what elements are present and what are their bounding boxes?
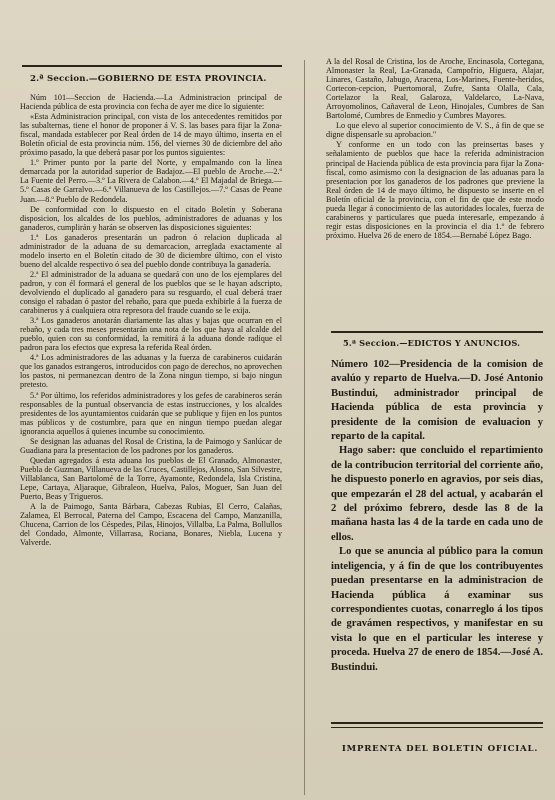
paragraph: De conformidad con lo dispuesto en el citado Boletín y Soberana disposicion, los alcaldes de los pueblos, administradores de aduanas y los ganaderos, cumplirán y harán se observen las disposiciones siguientes: (20, 204, 282, 232)
section-title-gobierno: 2.ª Seccion.—GOBIERNO DE ESTA PROVINCIA. (30, 74, 267, 84)
printer-imprint: IMPRENTA DEL BOLETIN OFICIAL. (341, 744, 539, 754)
footer-rule-1 (331, 722, 543, 724)
notice-body (331, 358, 543, 675)
paragraph: Se designan las aduanas del Rosal de Cristina, la de Paimogo y Sanlúcar de Guadiana para la presentacion de los padrones por los ganaderos. (20, 436, 282, 455)
paragraph: 5.ª Por último, los referidos administradores y los gefes de carabineros serán responsables de la puntual observancia de estas instrucciones, y los alcaldes presidentes de los ayuntamientos cuidarán que se publique y fijen en los puntos mas públicos y de costumbre, para que en ningun tiempo puedan alegar ignorancia aquellos á quienes incumbe su conocimiento. (20, 390, 282, 436)
section-rule-top (331, 331, 543, 333)
header-rule-left (22, 65, 282, 67)
paragraph: A la del Rosal de Cristina, los de Aroche, Encinasola, Cortegana, Almonaster la Real, La-Granada, Campofrío, Higuera, Alajar, Linares, Castaño, Jabugo, Aracena, Los-Marines, Fuente-heridos, Cortecon-cepcion, Puertomoral, Zufre, Santa Olalla, Cala, Cortelazor la Real, Galaroza, Valdelarco, La-Nava, Arroyomolinos, Cañaveral de Leon, Hinojales, Cumbres de San Bartolomé, Cumbres de Enmedio y Cumbres Mayores. (326, 57, 544, 121)
paragraph: Y conforme en un todo con las preinsertas bases y señalamiento de pueblos que hace la referida administracion principal de Hacienda pública de esta provincia para fijar la Zona-fiscal, como asimismo con la designacion de las aduanas para la presentacion por los ganaderos de los padrones que previene la Real órden de 14 de mayo último, he dispuesto se inserte en el Boletín oficial de la provincia, con el fin de que de este modo pueda llegar á conocimiento de las autoridades locales, fuerza de carabineros y particulares que pueda interesarle, empezando á regir estas disposiciones en la provincia el dia 1.º de febrero próximo. Huelva 26 de enero de 1854.—Bernabé López Bago. (326, 140, 544, 240)
paragraph: Núm 101—Seccion de Hacienda.—La Administracion principal de Hacienda pública de esta provincia con fecha de ayer me dice lo siguiente: (20, 93, 282, 112)
paragraph: Quedan agregados á esta aduana los pueblos de El Granado, Almonaster, Puebla de Guzman, Villanueva de las Cruces, Castillejos, Alosno, San Silvestre, Villablanca, San Bartolomé de la Torre, Ayamonte, Redondela, Isla Cristina, Lepe, Cartaya, Aljaraque, Gibraleon, Huelva, Palos, Moguer, San Juan del Puerto, Beas y Trigueros. (20, 455, 282, 502)
notice-paragraph: Número 102—Presidencia de la comision de avalúo y reparto de Huelva.—D. José Antonio Bustindui, administrador principal de Hacienda pública de esta provincia y presidente de la comision de evaluacion y reparto de la capital. (331, 359, 543, 443)
column-separator (304, 60, 305, 795)
notice-paragraph: Hago saber: que concluido el repartimiento de la contribucion territorial del corriente año, he dispuesto ponerlo en agravios, por seis dias, que empezarán el 28 del actual, y acabarán el 2 del próximo febrero, desde las 8 de la mañana hasta las 4 de la tarde en cada uno de ellos. (331, 445, 543, 543)
paragraph: 3.ª Los ganaderos anotarán diariamente las altas y bajas que ocurran en el rebaño, y cada tres meses presentarán una nota de los que haya al alcalde del pueblo, quien con su conformidad, la remitirá á la aduana donde radique el padron para los efectos que expresa la referida Real órden. (20, 316, 282, 353)
paragraph: 1.ª Los ganaderos presentarán un padron ó relacion duplicada al administrador de la aduana de su demarcacion, arreglada exactamente al modelo inserto en el Boletín citado de 30 de diciembre último, con el visto bueno del alcalde respectivo ó sea del pueblo donde contribuya la ganadería. (20, 232, 282, 269)
paragraph: Lo que elevo al superior conocimiento de V. S., á fin de que se digne dispensarle su aprobacion." (326, 121, 544, 140)
notice-paragraph: Lo que se anuncia al público para la comun inteligencia, y á fin de que los contribuyentes puedan presentarse en la administracion de Hacienda pública á examinar sus correspondientes cuotas, conarreglo á los tipos de gravámen respectivos, y manifestar en su vista lo que en el particular les interese y proceda. Huelva 27 de enero de 1854.—José A. Bustindui. (331, 546, 543, 673)
section-title-edictos: 5.ª Seccion.—EDICTOS Y ANUNCIOS. (343, 338, 521, 348)
paragraph: 1.º Primer punto por la parte del Norte, y empalmando con la línea demarcada por la autoridad superior de Badajoz.—El pueblo de Aroche.—2.º La Fuente del Perro.—3.º La Rivera de Calabon.—4.º El Majadal de Briega.—5.º Casas de Garralvo.—6.º Villanueva de los Castillejos.—7.º Casas de Peane Juan.—8.º Pueblo de Redondela. (20, 158, 282, 204)
paragraph: 4.ª Los administradores de las aduanas y la fuerza de carabineros cuidarán que los ganados estrangeros, introducidos con pago de derechos, no aprovechen los pastos, ni permanezcan dentro de la Zona ningun tiempo, si bajo ningun pretesto. (20, 353, 282, 390)
footer-rule-2 (331, 727, 543, 728)
paragraph: 2.ª El administrador de la aduana se quedará con uno de los ejemplares del padron, y con él formará el general de los pueblos que se le hayan adscripto, devolviendo el duplicado al ganadero para su resguardo, el cual deberá traer consigo el rabadan ó pastor del rebaño, para que pueda exhibirle á la fuerza de carabineros y á cualquiera otra represora del fraude cuando se le exija. (20, 269, 282, 316)
paragraph: A la de Paimogo, Santa Bárbara, Cabezas Rubias, El Cerro, Calañas, Zalamea, El Berrocal, Paterna del Campo, Escacena del Campo, Manzanilla, Chucena, Carrion de los Céspedes, Pilas, Hinojos, Villalba, La Palma, Bollullos del Condado, Almonte, Villarrasa, Rociana, Bonares, Niebla, Lucena y Valverde. (20, 502, 282, 548)
right-column (326, 57, 544, 327)
paragraph: «Esta Administracion principal, con vista de los antecedentes remitidos por las subalternas, tiene el honor de proponer á V. S. las bases para fijar la Zona-fiscal, mandada establecer por Real órden de 14 de mayo último, inserta en el Boletín oficial de esta provincia núm. 156, del viernes 30 de diciembre del año próximo pasado, la que deberá pasar por los puntos siguientes: (20, 112, 282, 158)
left-column (20, 93, 282, 793)
